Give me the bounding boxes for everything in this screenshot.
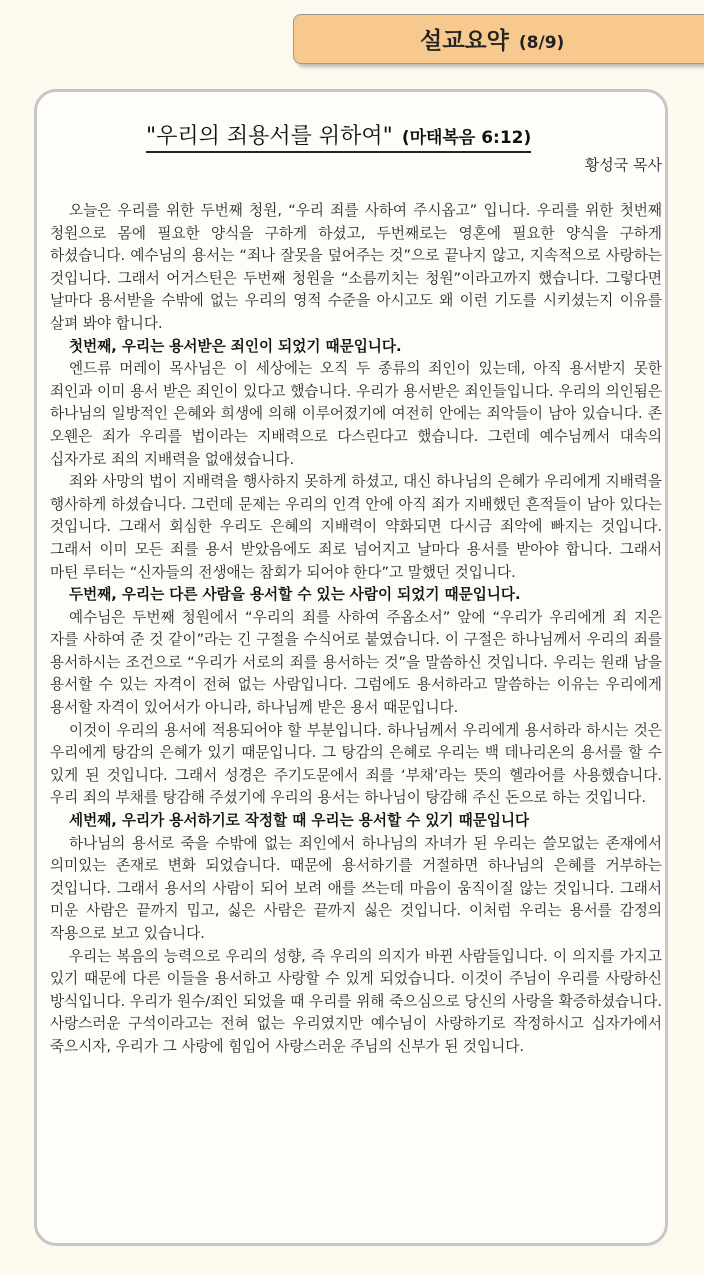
sermon-title: [146, 119, 531, 153]
header-label: 설교요약: [420, 28, 509, 54]
sermon-body: [50, 200, 662, 1059]
section-heading-1: 첫번째, 우리는 용서받은 죄인이 되었기 때문입니다.: [69, 337, 402, 355]
paragraph: 죄와 사망의 법이 지배력을 행사하지 못하게 하셨고, 대신 하나님의 은혜가 우리에게 지배력을 행사하게 하셨습니다. 그런데 문제는 우리의 인격 안에 아직 죄가 지배했던 흔적들이 남아 있다는 것입니다. 그래서 회심한 우리도 은혜의 지배력이 약화되면 다시금 죄악에 빠지는 것입니다. 그래서 이미 모든 죄를 용서 받았음에도 죄로 넘어지고 날마다 용서를 받아야 합니다. 그래서 마틴 루터는 “신자들의 전생애는 참회가 되어야 한다”고 말했던 것입니다.: [50, 473, 662, 581]
header-title: [420, 22, 564, 55]
paragraph: 엔드류 머레이 목사님은 이 세상에는 오직 두 종류의 죄인이 있는데, 아직 용서받지 못한 죄인과 이미 용서 받은 죄인이 있다고 했습니다. 우리가 용서받은 죄인들입니다. 우리의 의인됨은 하나님의 일방적인 은혜와 희생에 의해 이루어졌기에 여전히 안에는 죄악들이 남아 있습니다. 존 오웬은 죄가 우리를 법이라는 지배력으로 다스린다고 했습니다. 그런데 예수님께서 대속의 십자가로 죄의 지배력을 없애셨습니다.: [50, 360, 662, 468]
paragraph: 이것이 우리의 용서에 적용되어야 할 부분입니다. 하나님께서 우리에게 용서하라 하시는 것은 우리에게 탕감의 은혜가 있기 때문입니다. 그 탕감의 은혜로 우리는 백 데나리온의 용서를 할 수 있게 된 것입니다. 그래서 성경은 주기도문에서 죄를 ‘부채’라는 뜻의 헬라어를 사용했습니다. 우리 죄의 부채를 탕감해 주셨기에 우리의 용서는 하나님이 탕감해 주신 돈으로 하는 것입니다.: [50, 721, 662, 807]
section-heading-3: 세번째, 우리가 용서하기로 작정할 때 우리는 용서할 수 있기 때문입니다: [69, 812, 530, 830]
header-page-number: (8/9): [518, 33, 565, 53]
paragraph: 하나님의 용서로 죽을 수밖에 없는 죄인에서 하나님의 자녀가 된 우리는 쓸모없는 존재에서 의미있는 존재로 변화 되었습니다. 때문에 용서하기를 거절하면 하나님의 은혜를 거부하는 것입니다. 그래서 용서의 사람이 되어 보려 애를 쓰는데 마음이 움직이질 않는 것입니다. 그래서 미운 사람은 끝까지 밉고, 싫은 사람은 끝까지 싫은 것입니다. 이처럼 우리는 용서를 감정의 작용으로 보고 있습니다.: [50, 834, 662, 942]
author-name: 황성국 목사: [584, 156, 662, 174]
paragraph: 우리는 복음의 능력으로 우리의 성향, 즉 우리의 의지가 바뀐 사람들입니다. 이 의지를 가지고 있기 때문에 다른 이들을 용서하고 사랑할 수 있게 되었습니다. 이것이 주님이 우리를 사랑하신 방식입니다. 우리가 원수/죄인 되었을 때 우리를 위해 죽으심으로 당신의 사랑을 확증하셨습니다. 사랑스러운 구석이라고는 전혀 없는 우리였지만 예수님이 사랑하기로 작정하시고 십자가에서 죽으시자, 우리가 그 사랑에 힘입어 사랑스러운 주님의 신부가 된 것입니다.: [50, 947, 662, 1055]
paragraph: 오늘은 우리를 위한 두번째 청원, “우리 죄를 사하여 주시옵고” 입니다. 우리를 위한 첫번째 청원으로 몸에 필요한 양식을 구하게 하셨고, 두번째로는 영혼에 필요한 양식을 구하게 하셨습니다. 예수님의 용서는 “죄나 잘못을 덮어주는 것”으로 끝나지 않고, 지속적으로 사랑하는 것입니다. 그래서 어거스틴은 두번째 청원을 “소름끼치는 청원”이라고까지 했습니다. 그렇다면 날마다 용서받을 수밖에 없는 우리의 영적 수준을 아시고도 왜 이런 기도를 시키셨는지 이유를 살펴 봐야 합니다.: [50, 202, 662, 332]
paragraph: 예수님은 두번째 청원에서 “우리의 죄를 사하여 주옵소서” 앞에 “우리가 우리에게 죄 지은 자를 사하여 준 것 같이”라는 긴 구절을 수식어로 붙였습니다. 이 구절은 하나님께서 우리의 죄를 용서하시는 조건으로 “우리가 서로의 죄를 용서하는 것”을 말씀하신 것입니다. 우리는 원래 남을 용서할 수 있는 자격이 전혀 없는 사람입니다. 그럼에도 용서하라고 말씀하는 이유는 우리에게 용서할 자격이 있어서가 아니라, 하나님께 받은 용서 때문입니다.: [50, 608, 662, 717]
scripture-reference: (마태복음 6:12): [401, 128, 532, 148]
sermon-title-text: "우리의 죄용서를 위하여": [146, 124, 393, 149]
section-heading-2: 두번째, 우리는 다른 사람을 용서할 수 있는 사람이 되었기 때문입니다.: [69, 586, 521, 604]
